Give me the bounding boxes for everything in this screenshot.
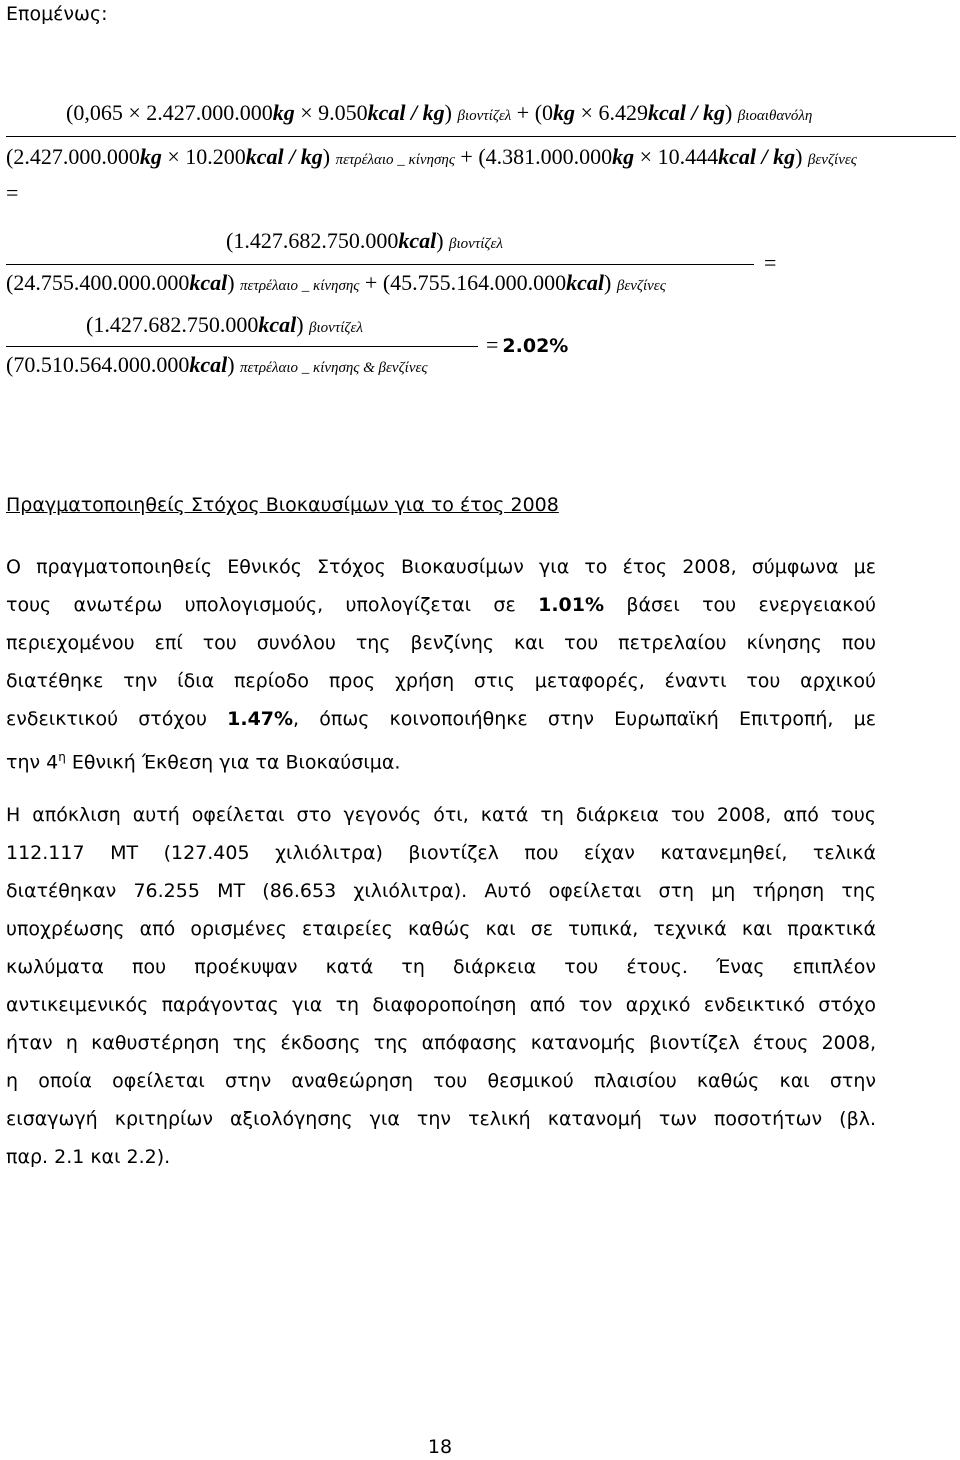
paragraph-2-line-10: παρ. 2.1 και 2.2). (6, 1146, 171, 1168)
paragraph-1-line-3: περιεχομένου επί του συνόλου της βενζίνης και του πετρελαίου κίνησης που (6, 632, 876, 654)
paragraph-1-line-6: την $4^\eta$ Εθνική Έκθεση για τα Βιοκαύσιμα. (6, 750, 401, 774)
page-number: 18 (427, 1436, 453, 1458)
paragraph-1 (6, 548, 876, 776)
paragraph-1-line-4: διατέθηκε την ίδια περίοδο προς χρήση στις μεταφορές, έναντι του αρχικού (6, 670, 876, 692)
paragraph-1-line-1: Ο πραγματοποιηθείς Εθνικός Στόχος Βιοκαυσίμων για το έτος 2008, σύμφωνα με (6, 556, 876, 578)
paragraph-2-line-6: αντικειμενικός παράγοντας για τη διαφοροποίηση από τον αρχικό ενδεικτικό στόχο (6, 994, 876, 1016)
paragraph-2-line-8: η οποία οφείλεται στην αναθεώρηση του θεσμικού πλαισίου καθώς και στην (6, 1070, 876, 1092)
paragraph-2-line-5: κωλύματα που προέκυψαν κατά τη διάρκεια του έτους. Ένας επιπλέον (6, 956, 876, 978)
formula3-result: = 2.02% (486, 332, 569, 357)
paragraph-2-line-1: Η απόκλιση αυτή οφείλεται στο γεγονός ότι, κατά τη διάρκεια του 2008, από τους (6, 804, 876, 826)
formula3-numerator: (1.427.682.750.000kcal) βιοντίζελ (86, 312, 363, 337)
paragraph-1-line-5: ενδεικτικού στόχου 1.47%, όπως κοινοποιήθηκε στην Ευρωπαϊκή Επιτροπή, με (6, 708, 876, 730)
fraction-bar-2 (6, 264, 754, 265)
paragraph-1-line-2: τους ανωτέρω υπολογισμούς, υπολογίζεται σε 1.01% βάσει του ενεργειακού (6, 594, 876, 616)
formula2-denominator: (24.755.400.000.000kcal) πετρέλαιο _ κίνησης + (45.755.164.000.000kcal) βενζίνες (6, 270, 666, 295)
formula1-denominator: (2.427.000.000kg × 10.200kcal / kg) πετρέλαιο _ κίνησης + (4.381.000.000kg × 10.444kcal / kg) βενζίνες (6, 144, 857, 169)
paragraph-2-line-9: εισαγωγή κριτηρίων αξιολόγησης για την τελική κατανομή των ποσοτήτων (βλ. (6, 1108, 876, 1130)
paragraph-2-line-3: διατέθηκαν 76.255 ΜΤ (86.653 χιλιόλιτρα). Αυτό οφείλεται στη μη τήρηση της (6, 880, 876, 902)
formula3-denominator: (70.510.564.000.000kcal) πετρέλαιο _ κίνησης & βενζίνες (6, 352, 428, 377)
equals-sign-2: = (764, 250, 777, 275)
section-heading: Πραγματοποιηθείς Στόχος Βιοκαυσίμων για το έτος 2008 (6, 494, 559, 516)
formula1-numerator: (0,065 × 2.427.000.000kg × 9.050kcal / kg) βιοντίζελ + (0kg × 6.429kcal / kg) βιοαιθανόλη (66, 100, 813, 125)
paragraph-2 (6, 796, 876, 1176)
paragraph-2-line-4: υποχρέωσης από ορισμένες εταιρείες καθώς και σε τυπικά, τεχνικά και πρακτικά (6, 918, 876, 940)
equals-sign-1: = (6, 180, 19, 205)
intro-text: Επομένως: (6, 3, 108, 25)
fraction-bar-1 (6, 136, 956, 137)
formula2-numerator: (1.427.682.750.000kcal) βιοντίζελ (226, 228, 503, 253)
paragraph-2-line-7: ήταν η καθυστέρηση της έκδοσης της απόφασης κατανομής βιοντίζελ έτους 2008, (6, 1032, 876, 1054)
paragraph-2-line-2: 112.117 ΜΤ (127.405 χιλιόλιτρα) βιοντίζελ που είχαν κατανεμηθεί, τελικά (6, 842, 876, 864)
fraction-bar-3 (6, 346, 478, 347)
